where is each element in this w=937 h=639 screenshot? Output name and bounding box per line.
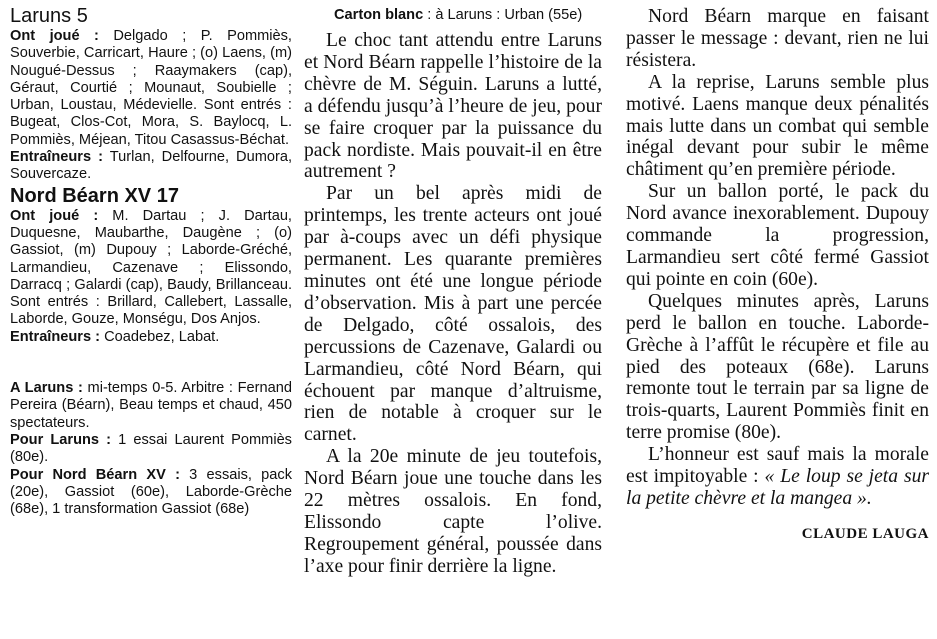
article-paragraph: Nord Béarn marque en faisant passer le message : devant, rien ne lui résistera. — [626, 6, 929, 71]
white-card-label: Carton blanc — [334, 7, 424, 23]
article-column-middle — [304, 0, 602, 578]
article-paragraph: Sur un ballon porté, le pack du Nord avance inexorablement. Dupouy commande la progression, Larmandieu sert côté fermé Gassiot qui pointe en coin (60e). — [626, 181, 929, 290]
conclusion-text: L’honneur est sauf mais la morale est impitoyable : — [626, 444, 929, 488]
article-paragraph: A la reprise, Laruns semble plus motivé. Laens manque deux pénalités mais lutte dans un combat qui semble inégal devant pour subir le même châtiment qu’en première période. — [626, 71, 929, 181]
team2-played-text: M. Dartau ; J. Dartau, Duquesne, Maubarthe, Daugène ; (o) Gassiot, (m) Dupouy ; Laborde-Gréché, Larmandieu, Cazenave ; Elissondo, Darracq ; Galardi (cap), Baudy, Brillanceau. Sont entrés : Brillard, Callebert, Lassalle, Laborde, Gouze, Monségu, Dos Anjos. — [10, 207, 292, 328]
team2-played-label: Ont joué : — [10, 207, 99, 224]
team2-lineup — [10, 208, 292, 329]
scorers-nord-bearn-text: 3 essais, pack (20e), Gassiot (60e), Laborde-Grèche (68e), 1 transformation Gassiot (68e) — [10, 466, 293, 518]
article-paragraph: Le choc tant attendu entre Laruns et Nord Béarn rappelle l’histoire de la chèvre de M. Séguin. Laruns a lutté, a défendu jusqu’à l’heure de jeu, pour se faire croquer par la puissance du pack nordiste. Mais pouvait-il en être autrement ? — [304, 30, 602, 183]
team1-coaches-text: Turlan, Delfourne, Dumora, Souvercaze. — [10, 149, 292, 183]
scorers-laruns-label: Pour Laruns : — [10, 431, 111, 448]
conclusion-quote: « Le loup se jeta sur la petite chèvre et la mangea ». — [626, 466, 929, 509]
match-sheet-column — [10, 0, 292, 518]
article-conclusion — [626, 444, 929, 510]
match-info-text: mi-temps 0-5. Arbitre : Fernand Pereira (Béarn), Beau temps et chaud, 450 spectateurs. — [10, 380, 292, 431]
article-column-right — [626, 0, 929, 546]
scorers-nord-bearn — [10, 467, 292, 519]
white-card-note — [334, 6, 602, 24]
team1-played-text: Delgado ; P. Pommiès, Souverbie, Carricart, Haure ; (o) Laens, (m) Nougué-Dessus ; Raaymakers (cap), Géraut, Courtié ; Mounaut, Soubielle ; Urban, Loustau, Médevielle. Sont entrés : Bugeat, Clos-Cot, Mora, S. Baylocq, L. Pommiès, Méjean, Titou Casassus-Béchat. — [10, 28, 292, 148]
team1-coaches-label: Entraîneurs : — [10, 149, 103, 166]
team2-coaches — [10, 329, 292, 346]
scorers-laruns — [10, 432, 292, 467]
team1-lineup — [10, 28, 292, 149]
spacer — [10, 346, 292, 380]
team2-title: Nord Béarn XV 17 — [10, 184, 179, 207]
match-info — [10, 380, 292, 432]
team2-coaches-label: Entraîneurs : — [10, 328, 101, 345]
scorers-laruns-text: 1 essai Laurent Pommiès (80e). — [10, 431, 292, 466]
match-info-label: A Laruns : — [10, 380, 83, 397]
white-card-text: : à Laruns : Urban (55e) — [423, 7, 583, 23]
team1-title: Laruns 5 — [10, 5, 88, 27]
article-paragraph: Par un bel après midi de printemps, les trente acteurs ont joué par à-coups avec un défi physique permanent. Les quarante premières minutes ont été une longue période d’observation. Mis à part une percée de Delgado, côté ossalois, des percussions de Cazenave, Galardi ou Larmandieu, côté Nord Béarn, qui échouent par manque d’altruisme, rien de notable à croquer sur le carnet. — [304, 183, 602, 446]
article-paragraph: Quelques minutes après, Laruns perd le ballon en touche. Laborde-Grèche à l’affût le récupère et file au pied des poteaux (68e). Laruns remonte tout le terrain par sa ligne de trois-quarts, Laurent Pommiès finit en terre promise (80e). — [626, 290, 929, 444]
team1-played-label: Ont joué : — [10, 28, 99, 44]
scorers-nord-bearn-label: Pour Nord Béarn XV : — [10, 466, 180, 483]
team2-coaches-text: Coadebez, Labat. — [100, 328, 220, 345]
author-byline: CLAUDE LAUGA — [801, 525, 929, 542]
team1-coaches — [10, 149, 292, 184]
article-paragraph: A la 20e minute de jeu toutefois, Nord Béarn joue une touche dans les 22 mètres ossalois. En fond, Elissondo capte l’olive. Regroupement général, poussée dans l’axe pour finir derrière la ligne. — [304, 446, 602, 577]
